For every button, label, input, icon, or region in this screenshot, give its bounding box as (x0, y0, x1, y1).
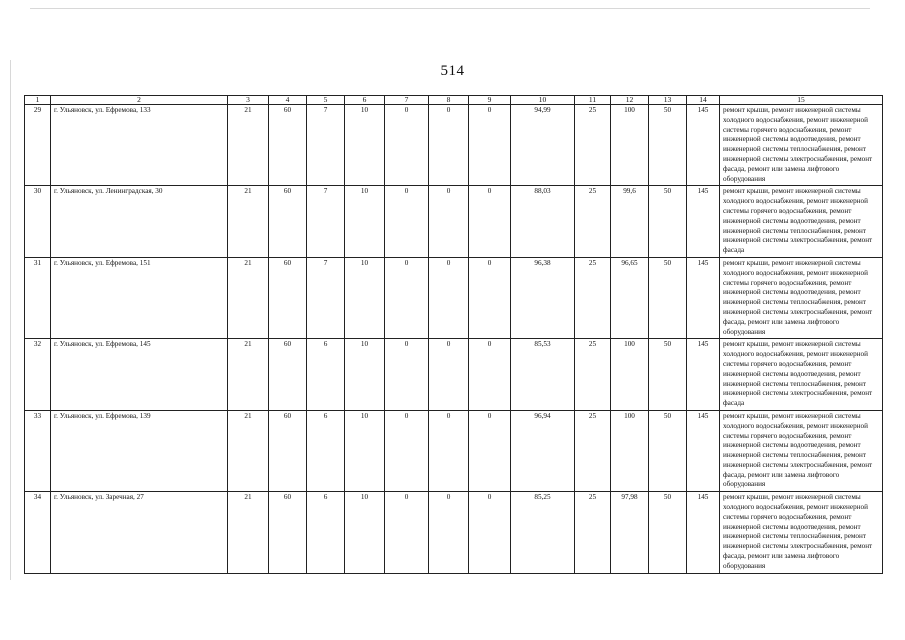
col-8-value: 0 (429, 410, 469, 491)
col-5-value: 7 (307, 257, 345, 338)
table-body (25, 96, 883, 574)
col-10-value: 96,38 (511, 257, 575, 338)
col-7-value: 0 (385, 105, 429, 186)
col-8-value: 0 (429, 339, 469, 411)
col-8-value: 0 (429, 186, 469, 258)
col-6-value: 10 (345, 105, 385, 186)
column-number-8: 8 (429, 96, 469, 105)
col-4-value: 60 (269, 257, 307, 338)
column-number-6: 6 (345, 96, 385, 105)
col-6-value: 10 (345, 492, 385, 573)
col-6-value: 10 (345, 410, 385, 491)
col-13-value: 50 (649, 257, 687, 338)
col-11-value: 25 (575, 492, 611, 573)
col-9-value: 0 (469, 105, 511, 186)
col-6-value: 10 (345, 257, 385, 338)
col-13-value: 50 (649, 410, 687, 491)
table-row (25, 105, 883, 186)
col-5-value: 6 (307, 410, 345, 491)
row-index: 31 (25, 257, 51, 338)
col-6-value: 10 (345, 339, 385, 411)
work-types: ремонт крыши, ремонт инженерной системы холодного водоснабжения, ремонт инженерной системы горячего водоснабжения, ремонт инженерной системы водоотведения, ремонт инженерной системы теплоснабжения, ремонт инженерной системы электроснабжения, ремонт фасада (720, 339, 883, 411)
col-14-value: 145 (687, 492, 720, 573)
table-row (25, 339, 883, 411)
column-number-11: 11 (575, 96, 611, 105)
address: г. Ульяновск, ул. Ленинградская, 30 (51, 186, 228, 258)
col-5-value: 7 (307, 105, 345, 186)
address: г. Ульяновск, ул. Заречная, 27 (51, 492, 228, 573)
col-14-value: 145 (687, 410, 720, 491)
col-3-value: 21 (228, 186, 269, 258)
col-7-value: 0 (385, 186, 429, 258)
col-4-value: 60 (269, 410, 307, 491)
col-12-value: 100 (611, 339, 649, 411)
col-7-value: 0 (385, 410, 429, 491)
col-3-value: 21 (228, 410, 269, 491)
row-index: 33 (25, 410, 51, 491)
col-13-value: 50 (649, 186, 687, 258)
col-9-value: 0 (469, 492, 511, 573)
address: г. Ульяновск, ул. Ефремова, 133 (51, 105, 228, 186)
repair-register-table (24, 95, 883, 574)
col-11-value: 25 (575, 257, 611, 338)
column-number-row (25, 96, 883, 105)
column-number-14: 14 (687, 96, 720, 105)
address: г. Ульяновск, ул. Ефремова, 151 (51, 257, 228, 338)
row-index: 32 (25, 339, 51, 411)
row-index: 30 (25, 186, 51, 258)
col-12-value: 99,6 (611, 186, 649, 258)
col-9-value: 0 (469, 257, 511, 338)
col-3-value: 21 (228, 105, 269, 186)
col-13-value: 50 (649, 492, 687, 573)
col-14-value: 145 (687, 257, 720, 338)
column-number-1: 1 (25, 96, 51, 105)
column-number-3: 3 (228, 96, 269, 105)
page-number: 514 (440, 63, 465, 79)
col-3-value: 21 (228, 339, 269, 411)
col-5-value: 6 (307, 339, 345, 411)
col-12-value: 100 (611, 105, 649, 186)
table-row (25, 186, 883, 258)
row-index: 34 (25, 492, 51, 573)
col-4-value: 60 (269, 492, 307, 573)
col-11-value: 25 (575, 105, 611, 186)
col-13-value: 50 (649, 339, 687, 411)
col-4-value: 60 (269, 105, 307, 186)
col-3-value: 21 (228, 492, 269, 573)
col-3-value: 21 (228, 257, 269, 338)
address: г. Ульяновск, ул. Ефремова, 139 (51, 410, 228, 491)
col-7-value: 0 (385, 492, 429, 573)
work-types: ремонт крыши, ремонт инженерной системы холодного водоснабжения, ремонт инженерной системы горячего водоснабжения, ремонт инженерной системы водоотведения, ремонт инженерной системы теплоснабжения, ремонт инженерной системы электроснабжения, ремонт фасада, ремонт или замена лифтового оборудования (720, 257, 883, 338)
work-types: ремонт крыши, ремонт инженерной системы холодного водоснабжения, ремонт инженерной системы горячего водоснабжения, ремонт инженерной системы водоотведения, ремонт инженерной системы теплоснабжения, ремонт инженерной системы электроснабжения, ремонт фасада, ремонт или замена лифтового оборудования (720, 492, 883, 573)
col-10-value: 85,25 (511, 492, 575, 573)
col-9-value: 0 (469, 410, 511, 491)
col-5-value: 7 (307, 186, 345, 258)
scan-edge-top (30, 8, 870, 9)
col-4-value: 60 (269, 339, 307, 411)
col-6-value: 10 (345, 186, 385, 258)
col-12-value: 97,98 (611, 492, 649, 573)
row-index: 29 (25, 105, 51, 186)
column-number-4: 4 (269, 96, 307, 105)
col-14-value: 145 (687, 186, 720, 258)
col-11-value: 25 (575, 410, 611, 491)
column-number-2: 2 (51, 96, 228, 105)
col-4-value: 60 (269, 186, 307, 258)
table-row (25, 492, 883, 573)
col-14-value: 145 (687, 105, 720, 186)
column-number-15: 15 (720, 96, 883, 105)
col-5-value: 6 (307, 492, 345, 573)
work-types: ремонт крыши, ремонт инженерной системы холодного водоснабжения, ремонт инженерной системы горячего водоснабжения, ремонт инженерной системы водоотведения, ремонт инженерной системы теплоснабжения, ремонт инженерной системы электроснабжения, ремонт фасада (720, 186, 883, 258)
col-7-value: 0 (385, 339, 429, 411)
col-8-value: 0 (429, 105, 469, 186)
col-12-value: 96,65 (611, 257, 649, 338)
col-8-value: 0 (429, 257, 469, 338)
col-10-value: 94,99 (511, 105, 575, 186)
col-12-value: 100 (611, 410, 649, 491)
column-number-9: 9 (469, 96, 511, 105)
col-8-value: 0 (429, 492, 469, 573)
column-number-5: 5 (307, 96, 345, 105)
column-number-13: 13 (649, 96, 687, 105)
work-types: ремонт крыши, ремонт инженерной системы холодного водоснабжения, ремонт инженерной системы горячего водоснабжения, ремонт инженерной системы водоотведения, ремонт инженерной системы теплоснабжения, ремонт инженерной системы электроснабжения, ремонт фасада, ремонт или замена лифтового оборудования (720, 410, 883, 491)
table-row (25, 257, 883, 338)
col-10-value: 85,53 (511, 339, 575, 411)
col-9-value: 0 (469, 186, 511, 258)
col-10-value: 88,03 (511, 186, 575, 258)
column-number-10: 10 (511, 96, 575, 105)
table-row (25, 410, 883, 491)
address: г. Ульяновск, ул. Ефремова, 145 (51, 339, 228, 411)
column-number-7: 7 (385, 96, 429, 105)
col-7-value: 0 (385, 257, 429, 338)
column-number-12: 12 (611, 96, 649, 105)
col-10-value: 96,94 (511, 410, 575, 491)
col-9-value: 0 (469, 339, 511, 411)
col-13-value: 50 (649, 105, 687, 186)
work-types: ремонт крыши, ремонт инженерной системы холодного водоснабжения, ремонт инженерной системы горячего водоснабжения, ремонт инженерной системы водоотведения, ремонт инженерной системы теплоснабжения, ремонт инженерной системы электроснабжения, ремонт фасада, ремонт или замена лифтового оборудования (720, 105, 883, 186)
col-11-value: 25 (575, 186, 611, 258)
scan-edge-left (10, 60, 11, 580)
col-14-value: 145 (687, 339, 720, 411)
col-11-value: 25 (575, 339, 611, 411)
